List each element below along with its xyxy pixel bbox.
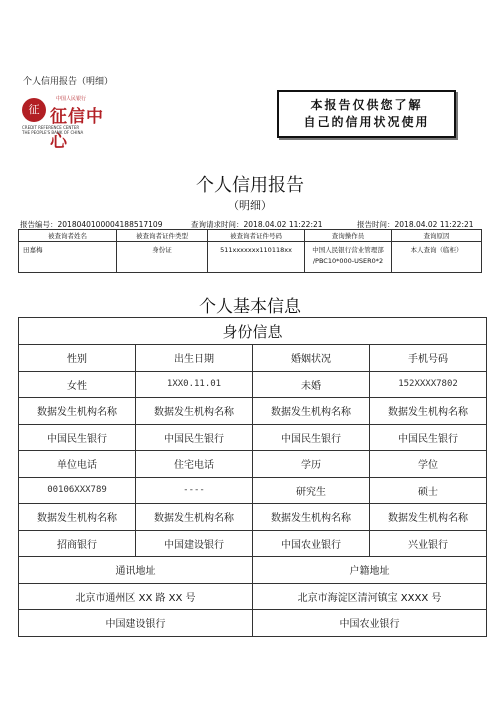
mobile-value: 152XXXX7802 (370, 371, 487, 398)
request-time: 查询请求时间：2018.04.02 11:22:21 (191, 220, 323, 229)
institution-value: 中国农业银行 (253, 610, 487, 637)
table-row (19, 424, 487, 451)
query-info-table (18, 229, 482, 273)
field-label: 单位电话 (19, 451, 136, 478)
field-label: 数据发生机构名称 (136, 398, 253, 425)
field-label: 性别 (19, 345, 136, 372)
field-label: 数据发生机构名称 (19, 504, 136, 531)
field-label: 数据发生机构名称 (19, 398, 136, 425)
identity-title: 身份信息 (19, 318, 487, 345)
field-label: 户籍地址 (253, 557, 487, 584)
field-label: 学历 (253, 451, 370, 478)
field-label: 住宅电话 (136, 451, 253, 478)
work-phone-value: 00106XXX789 (19, 477, 136, 504)
subject-id-number: 511xxxxxxx110118xx (208, 242, 305, 273)
institution-value: 中国农业银行 (253, 530, 370, 557)
query-header-row (19, 230, 482, 242)
table-row (19, 610, 487, 637)
table-row (19, 530, 487, 557)
header-cell: 被查询者证件类型 (117, 230, 208, 242)
page-title: 个人信用报告 (196, 175, 304, 196)
table-row (19, 345, 487, 372)
institution-value: 招商银行 (19, 530, 136, 557)
stamp-line-1: 本报告仅供您了解 (310, 98, 423, 112)
field-label: 数据发生机构名称 (253, 504, 370, 531)
seal-icon: 征 (22, 98, 46, 122)
header-cell: 被查询者姓名 (19, 230, 117, 242)
query-reason: 本人查询（临柜） (392, 242, 482, 273)
birth-date-value: 1XX0.11.01 (136, 371, 253, 398)
logo-name: 征信中心 (50, 107, 104, 152)
table-row (19, 398, 487, 425)
identity-title-row (19, 318, 487, 345)
gender-value: 女性 (19, 371, 136, 398)
field-label: 通讯地址 (19, 557, 253, 584)
identity-info-table (18, 317, 487, 637)
field-label: 学位 (370, 451, 487, 478)
table-row (19, 504, 487, 531)
table-row (19, 371, 487, 398)
header-cell: 查询原因 (392, 230, 482, 242)
institution-value: 中国建设银行 (19, 610, 253, 637)
subject-id-type: 身份证 (117, 242, 208, 273)
mailing-address-value: 北京市通州区 XX 路 XX 号 (19, 583, 253, 610)
logo-top-text: 中国人民银行 (56, 96, 87, 102)
institution-value: 中国民生银行 (19, 424, 136, 451)
institution-value: 中国建设银行 (136, 530, 253, 557)
table-row (19, 477, 487, 504)
operator-line-1: 中国人民银行营业管理部 (312, 246, 384, 254)
query-data-row (19, 242, 482, 273)
report-number: 报告编号：2018040100004188517109 (20, 220, 163, 229)
logo-english-line1: CREDIT REFERENCE CENTER (22, 125, 80, 130)
field-label: 数据发生机构名称 (370, 504, 487, 531)
credit-center-logo (22, 95, 118, 152)
degree-value: 硕士 (370, 477, 487, 504)
institution-value: 中国民生银行 (253, 424, 370, 451)
table-row (19, 451, 487, 478)
page-subtitle: （明细） (228, 199, 272, 212)
institution-value: 兴业银行 (370, 530, 487, 557)
stamp-line-2: 自己的信用状况使用 (303, 115, 430, 129)
field-label: 出生日期 (136, 345, 253, 372)
logo-english-line2: THE PEOPLE'S BANK OF CHINA (22, 130, 84, 135)
table-row (19, 583, 487, 610)
household-address-value: 北京市海淀区清河镇宝 XXXX 号 (253, 583, 487, 610)
usage-notice-stamp (277, 90, 456, 138)
header-cell: 被查询者证件号码 (208, 230, 305, 242)
field-label: 手机号码 (370, 345, 487, 372)
institution-value: 中国民生银行 (136, 424, 253, 451)
field-label: 数据发生机构名称 (370, 398, 487, 425)
header-cell: 查询操作员 (305, 230, 392, 242)
field-label: 数据发生机构名称 (136, 504, 253, 531)
field-label: 婚姻状况 (253, 345, 370, 372)
field-label: 数据发生机构名称 (253, 398, 370, 425)
query-operator (305, 242, 392, 273)
report-time: 报告时间：2018.04.02 11:22:21 (357, 220, 474, 229)
table-row (19, 557, 487, 584)
education-value: 研究生 (253, 477, 370, 504)
home-phone-value: ---- (136, 477, 253, 504)
section-title: 个人基本信息 (199, 297, 301, 317)
operator-line-2: /PBC10*000-USER0*2 (312, 257, 384, 265)
subject-name: 田嘉梅 (19, 242, 117, 273)
institution-value: 中国民生银行 (370, 424, 487, 451)
report-type-label: 个人信用报告（明细） (23, 77, 114, 87)
marital-status-value: 未婚 (253, 371, 370, 398)
